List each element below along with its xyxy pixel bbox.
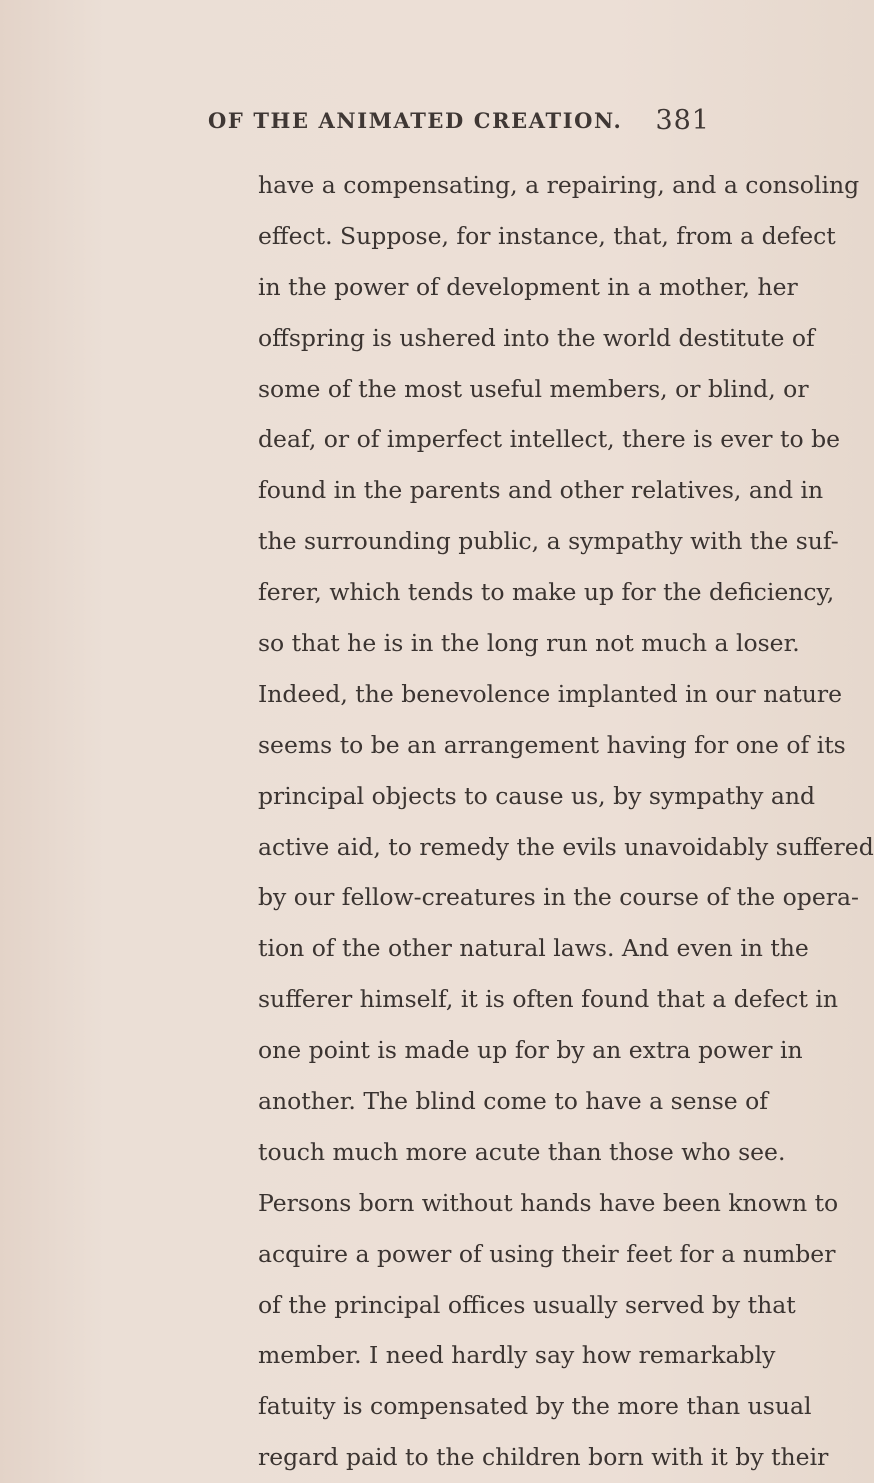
text-line: member. I need hardly say how remarkably — [258, 1341, 776, 1370]
text-line: another. The blind come to have a sense of — [258, 1087, 768, 1116]
text-line: acquire a power of using their feet for a number — [258, 1239, 836, 1268]
text-line: so that he is in the long run not much a loser. — [258, 629, 800, 658]
text-line: one point is made up for by an extra power in — [258, 1036, 803, 1065]
running-title: OF THE ANIMATED CREATION. — [208, 108, 623, 133]
text-line: the surrounding public, a sympathy with the suf- — [258, 527, 839, 556]
text-line: effect. Suppose, for instance, that, from a defect — [258, 221, 836, 250]
text-line: seems to be an arrangement having for one of its — [258, 730, 846, 759]
text-line: of the principal offices usually served by that — [258, 1290, 796, 1319]
text-line: active aid, to remedy the evils unavoidably suffered — [258, 832, 874, 861]
text-line: in the power of development in a mother, her — [258, 272, 798, 301]
body-text — [258, 160, 874, 1483]
text-line: found in the parents and other relatives, and in — [258, 476, 824, 505]
text-line: Persons born without hands have been known to — [258, 1188, 839, 1217]
text-line: sufferer himself, it is often found that a defect in — [258, 985, 839, 1014]
text-line: Indeed, the benevolence implanted in our nature — [258, 679, 843, 708]
text-line: by our fellow-creatures in the course of the opera- — [258, 883, 859, 912]
text-line: ferer, which tends to make up for the deficiency, — [258, 578, 835, 607]
text-line: tion of the other natural laws. And even in the — [258, 934, 809, 963]
running-head — [208, 105, 710, 148]
text-line: some of the most useful members, or blind, or — [258, 374, 809, 403]
text-line: fatuity is compensated by the more than usual — [258, 1392, 812, 1421]
text-line: principal objects to cause us, by sympathy and — [258, 781, 816, 810]
text-line: deaf, or of imperfect intellect, there is ever to be — [258, 425, 841, 454]
text-line: touch much more acute than those who see. — [258, 1137, 786, 1166]
text-line: have a compensating, a repairing, and a consoling — [258, 171, 860, 199]
text-line: offspring is ushered into the world destitute of — [258, 323, 815, 352]
text-line: regard paid to the children born with it by their — [258, 1443, 829, 1472]
page-number: 381 — [655, 105, 710, 136]
